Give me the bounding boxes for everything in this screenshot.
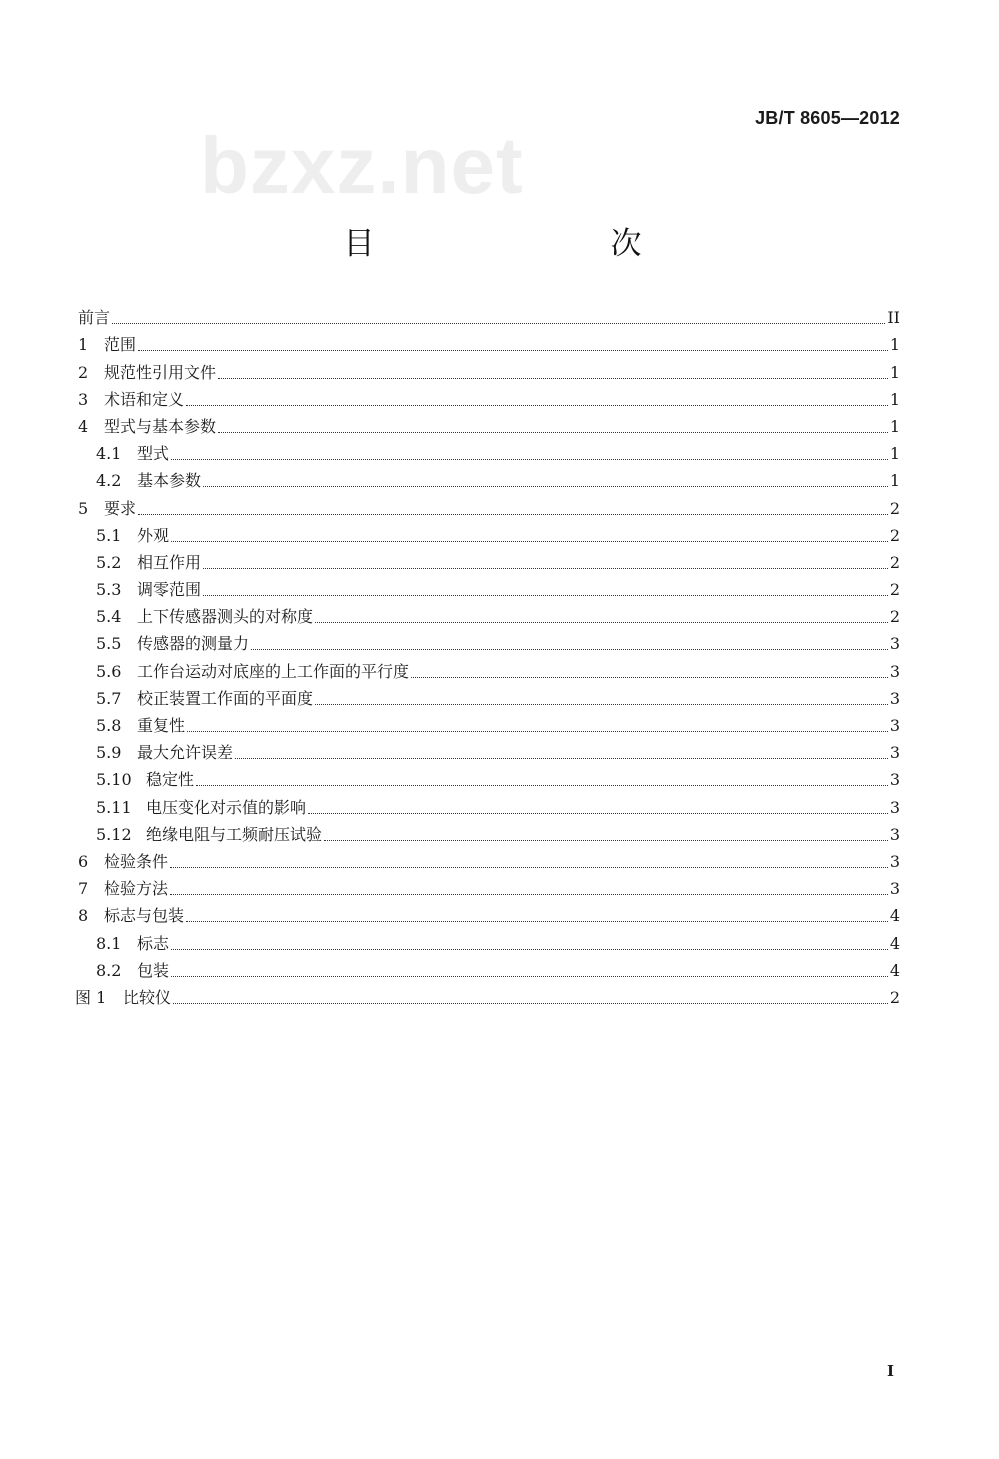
- toc-entry-title: 相互作用: [137, 552, 202, 572]
- toc-entry-number: 2: [78, 362, 89, 382]
- toc-entry-page: 3: [889, 851, 900, 871]
- toc-entry-number: 8.1: [96, 933, 122, 953]
- toc-entry-number: 5.1: [96, 525, 122, 545]
- toc-entry-number: 7: [78, 879, 89, 899]
- watermark: bzxz.net: [200, 121, 524, 210]
- toc-entry-title: 工作台运动对底座的上工作面的平行度: [137, 661, 410, 681]
- dot-leader: [171, 459, 888, 460]
- toc-entry-page: 1: [889, 471, 900, 491]
- toc-entry-page: 2: [889, 987, 900, 1007]
- toc-entry-number: 4.1: [96, 444, 122, 464]
- toc-entry-page: 3: [889, 770, 900, 790]
- toc-entry-number: 5.9: [96, 743, 122, 763]
- toc-entry[interactable]: [78, 766, 900, 793]
- toc-entry-title: 要求: [104, 498, 137, 518]
- toc-entry-title: 传感器的测量力: [137, 634, 250, 654]
- toc-entry-page: 3: [889, 824, 900, 844]
- toc-entry[interactable]: [78, 603, 900, 630]
- toc-entry-page: 3: [889, 634, 900, 654]
- toc-entry[interactable]: [78, 440, 900, 467]
- toc-entry-number: 5.7: [96, 688, 122, 708]
- toc-entry[interactable]: [78, 657, 900, 684]
- toc-entry-page: 2: [889, 498, 900, 518]
- toc-entry-number: 5.4: [96, 607, 122, 627]
- toc-entry[interactable]: [78, 875, 900, 902]
- toc-entry-title: 基本参数: [137, 471, 202, 491]
- dot-leader: [186, 921, 888, 922]
- toc-entry-number: 4: [78, 416, 89, 436]
- toc-entry-page: 3: [889, 661, 900, 681]
- toc-entry-page: 1: [889, 444, 900, 464]
- dot-leader: [170, 894, 888, 895]
- toc-entry-number: 5.3: [96, 580, 122, 600]
- dot-leader: [187, 731, 888, 732]
- toc-entry[interactable]: [78, 494, 900, 521]
- toc-entry-number: 5.5: [96, 634, 122, 654]
- page-number: I: [886, 1362, 894, 1380]
- toc-entry-title: 绝缘电阻与工频耐压试验: [146, 824, 323, 844]
- toc-entry-number: 5.8: [96, 716, 122, 735]
- toc-entry[interactable]: [78, 467, 900, 494]
- toc-entry[interactable]: [78, 630, 900, 657]
- toc-entry-number: 8.2: [96, 960, 122, 980]
- toc-entry-title: 调零范围: [137, 580, 202, 600]
- toc-entry-number: 5.2: [96, 552, 122, 572]
- toc-entry-number: 5.12: [96, 824, 132, 844]
- toc-entry[interactable]: [78, 522, 900, 549]
- toc-entry-number: 5.6: [96, 661, 122, 681]
- dot-leader: [173, 1003, 888, 1004]
- toc-entry[interactable]: [78, 712, 900, 739]
- toc-entry-page: 3: [889, 797, 900, 817]
- toc-entry-title: 检验方法: [104, 879, 169, 899]
- toc-entry-page: II: [887, 308, 900, 328]
- toc-entry-title: 术语和定义: [104, 389, 185, 409]
- toc-entry-page: 3: [889, 879, 900, 899]
- toc-entry-number: 4.2: [96, 471, 122, 491]
- toc-entry-number: 3: [78, 389, 89, 409]
- toc-entry[interactable]: [78, 386, 900, 413]
- toc-entry-title: 标志: [137, 933, 170, 953]
- toc-entry-title: 型式与基本参数: [104, 416, 217, 436]
- toc-entry[interactable]: [78, 929, 900, 956]
- dot-leader: [171, 541, 888, 542]
- dot-leader: [170, 867, 888, 868]
- toc-entry-page: 1: [889, 335, 900, 355]
- dot-leader: [171, 976, 888, 977]
- toc-entry[interactable]: [78, 848, 900, 875]
- toc-entry-number: 1: [78, 335, 89, 355]
- toc-entry-page: 3: [889, 716, 900, 735]
- toc-entry[interactable]: [75, 984, 900, 1011]
- standard-code: JB/T 8605—2012: [755, 108, 900, 128]
- toc-entry-page: 2: [889, 607, 900, 627]
- toc-entry-title: 校正装置工作面的平面度: [137, 688, 314, 708]
- dot-leader: [196, 785, 888, 786]
- toc-entry[interactable]: [78, 739, 900, 766]
- toc-entry-page: 3: [889, 743, 900, 763]
- toc-entry[interactable]: [78, 576, 900, 603]
- dot-leader: [324, 840, 888, 841]
- dot-leader: [138, 514, 888, 515]
- toc-entry-page: 4: [889, 960, 900, 980]
- toc-entry-page: 4: [889, 906, 900, 926]
- table-of-contents: [75, 304, 900, 1011]
- toc-entry-title: 稳定性: [146, 770, 195, 790]
- toc-entry-number: 5.10: [96, 770, 132, 790]
- toc-entry-title: 检验条件: [104, 851, 169, 871]
- toc-entry[interactable]: [78, 549, 900, 576]
- toc-entry-title: 规范性引用文件: [104, 362, 217, 382]
- toc-entry-page: 4: [889, 933, 900, 953]
- toc-entry-title: 上下传感器测头的对称度: [137, 607, 314, 627]
- toc-entry[interactable]: [78, 685, 900, 712]
- dot-leader: [411, 677, 888, 678]
- dot-leader: [203, 595, 888, 596]
- dot-leader: [315, 622, 888, 623]
- toc-entry-number: 6: [78, 851, 89, 871]
- dot-leader: [203, 568, 888, 569]
- toc-entry[interactable]: [78, 331, 900, 358]
- toc-title: 目 次: [343, 226, 700, 262]
- toc-entry-page: 2: [889, 525, 900, 545]
- dot-leader: [186, 405, 888, 406]
- toc-entry-page: 2: [889, 580, 900, 600]
- dot-leader: [218, 378, 888, 379]
- toc-entry-page: 1: [889, 362, 900, 382]
- toc-entry-page: 3: [889, 688, 900, 708]
- toc-entry-number: 8: [78, 906, 89, 926]
- toc-entry[interactable]: [78, 358, 900, 385]
- toc-entry-title: 外观: [137, 525, 170, 545]
- toc-entry-title: 型式: [137, 444, 170, 464]
- toc-entry-number: 图 1: [75, 987, 107, 1007]
- toc-entry-title: 比较仪: [123, 987, 172, 1007]
- toc-entry-title: 包装: [137, 960, 170, 980]
- toc-entry-title: 标志与包装: [104, 906, 185, 926]
- toc-entry-title: 范围: [104, 335, 137, 355]
- toc-entry-page: 2: [889, 552, 900, 572]
- dot-leader: [235, 758, 888, 759]
- dot-leader: [308, 813, 888, 814]
- dot-leader: [171, 949, 888, 950]
- toc-entry[interactable]: [78, 793, 900, 820]
- dot-leader: [218, 432, 888, 433]
- toc-entry-title: 前言: [78, 308, 111, 328]
- toc-entry[interactable]: [78, 821, 900, 848]
- toc-entry-number: 5: [78, 498, 89, 518]
- toc-entry-title: 电压变化对示值的影响: [146, 797, 307, 817]
- dot-leader: [203, 486, 888, 487]
- toc-entry-number: 5.11: [96, 797, 132, 817]
- toc-entry-page: 1: [889, 389, 900, 409]
- toc-entry-title: 最大允许误差: [137, 743, 234, 763]
- dot-leader: [138, 350, 888, 351]
- dot-leader: [251, 649, 888, 650]
- toc-entry[interactable]: [78, 957, 900, 984]
- toc-entry[interactable]: [78, 304, 900, 331]
- toc-entry-page: 1: [889, 416, 900, 436]
- toc-entry-title: 重复性: [137, 716, 186, 735]
- dot-leader: [315, 704, 888, 705]
- toc-entry[interactable]: [78, 902, 900, 929]
- toc-entry[interactable]: [78, 413, 900, 440]
- dot-leader: [112, 323, 885, 324]
